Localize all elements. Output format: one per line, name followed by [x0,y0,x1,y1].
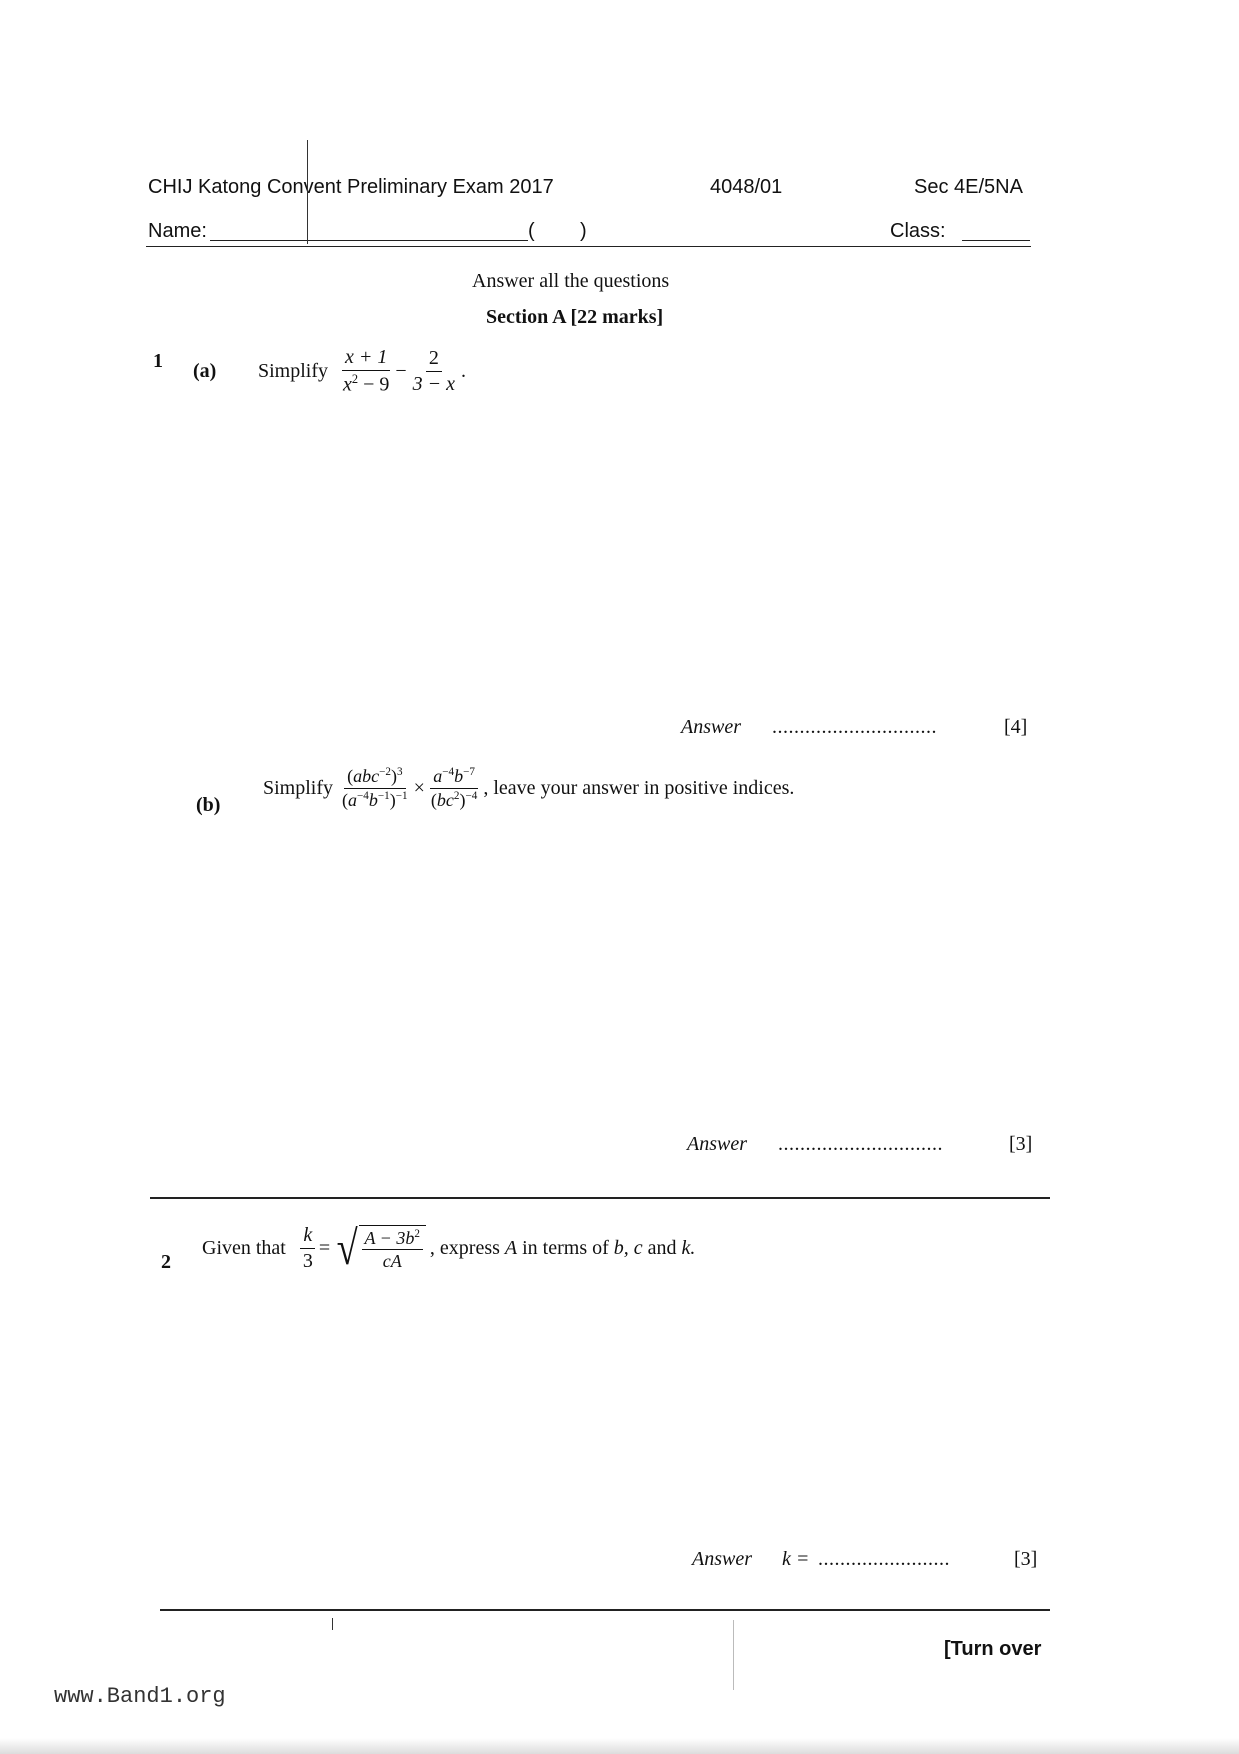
q1b-expression [263,766,794,810]
fraction-2 [428,766,480,810]
instruction-tail: , leave your answer in positive indices. [483,776,795,799]
var-b: b, [613,1237,629,1259]
scan-mark [733,1620,734,1690]
var-c: c [633,1237,643,1259]
fraction-1 [340,346,392,397]
question-number: 1 [153,350,163,372]
instruction-line: Answer all the questions [472,270,670,292]
scan-mark [332,1618,333,1630]
fraction-1-numerator: x + 1 [342,346,390,371]
fraction-2-denominator: 3 − x [412,372,456,395]
answer-label: Answer [687,1133,747,1155]
marks-label: [4] [1004,716,1028,738]
fraction-1-numerator: $(abc^{-2})^3$ [344,766,405,789]
lhs-denominator: 3 [302,1250,313,1272]
marks-label: [3] [1009,1133,1033,1155]
fraction-1 [339,766,411,810]
name-field-line[interactable] [210,240,528,241]
question-divider [150,1197,1050,1199]
radicand-numerator: $A - 3b^2$ [362,1228,423,1251]
question-number: 2 [161,1251,171,1273]
fraction-2-numerator: $a^{-4}b^{-7}$ [430,766,478,789]
scan-edge-shadow [0,1738,1239,1754]
lhs-fraction [300,1224,316,1273]
answer-label: Answer [681,716,741,738]
fraction-1-denominator: $x^2 - 9$ [343,372,390,396]
fraction-2 [410,347,458,396]
given-text: Given that [202,1237,286,1259]
tail-pre: , express [429,1237,500,1259]
fraction-2-numerator: 2 [426,347,442,372]
radicand [359,1225,426,1273]
answer-blank[interactable]: .............................. [778,1133,943,1155]
end-period: . [461,359,467,382]
answer-label: Answer [692,1548,752,1570]
fraction-1-denominator: $(a^{-4}b^{-1})^{-1}$ [342,789,408,810]
q1a-expression [258,346,466,397]
simplify-verb: Simplify [258,359,329,382]
equals-sign: = [318,1237,331,1259]
square-root [334,1221,426,1275]
answer-variable: k = [782,1548,810,1570]
header-rule [146,246,1031,247]
lhs-numerator: k [300,1224,315,1249]
stream-label: Sec 4E/5NA [914,176,1023,198]
turn-over-label: [Turn over [944,1638,1042,1660]
radical-sign: √ [336,1221,358,1275]
radicand-denominator: cA [382,1251,402,1272]
and-text: and [647,1237,677,1259]
section-heading: Section A [22 marks] [486,306,664,328]
class-label: Class: [890,220,946,242]
minus-sign: − [395,359,407,382]
marks-label: [3] [1014,1548,1038,1570]
watermark-text: www.Band1.org [54,1684,226,1709]
simplify-verb: Simplify [263,776,334,799]
part-label: (b) [196,794,221,816]
tail-mid: in terms of [522,1237,609,1259]
q2-expression [202,1221,696,1275]
exam-title: CHIJ Katong Convent Preliminary Exam 2017 [148,176,554,198]
scan-mark [307,140,308,244]
radicand-fraction [362,1228,423,1272]
index-paren-close: ) [580,220,587,242]
answer-blank[interactable]: ........................ [818,1548,950,1570]
times-sign: × [413,776,425,799]
name-label: Name: [148,220,207,242]
var-a: A [504,1237,518,1259]
var-k: k. [681,1237,696,1259]
paper-code: 4048/01 [710,176,783,198]
footer-rule [160,1609,1050,1611]
fraction-2-denominator: $(bc^2)^{-4}$ [430,789,478,810]
answer-blank[interactable]: .............................. [772,716,937,738]
part-label: (a) [193,360,217,382]
class-field-line[interactable] [962,240,1030,241]
index-paren-open: ( [528,220,535,242]
